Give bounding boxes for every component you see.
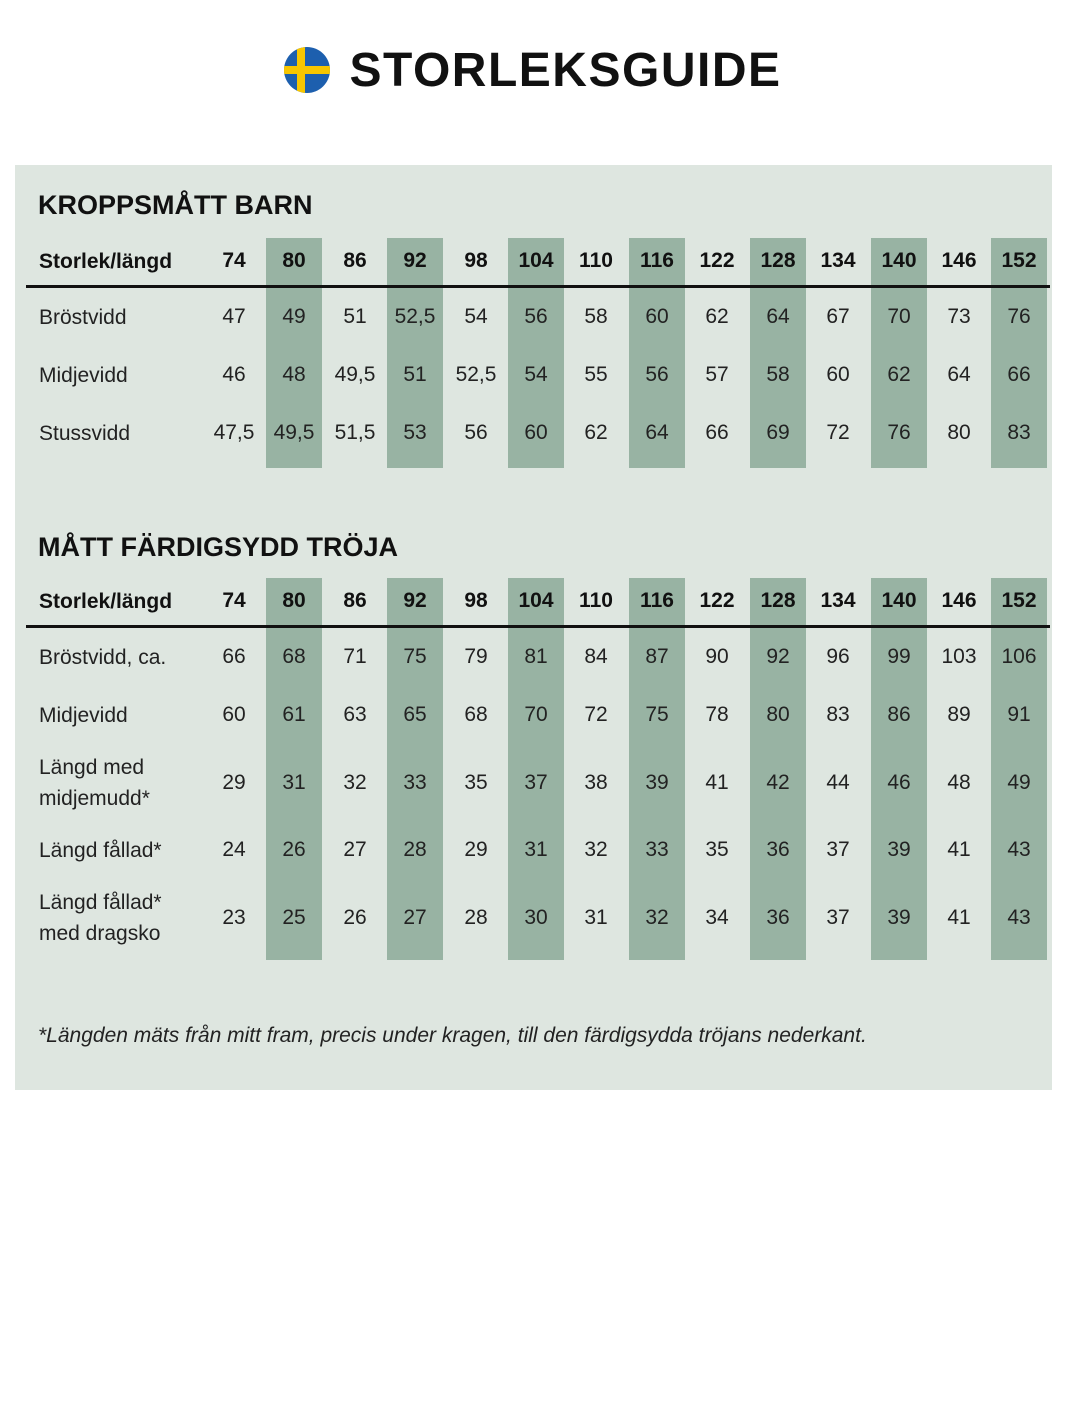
table-cell: 48 <box>282 363 306 386</box>
table-cell: 70 <box>524 703 548 726</box>
table-cell: 53 <box>403 421 427 444</box>
row-label: Längd fållad* <box>39 838 162 862</box>
size-header: 92 <box>403 249 427 272</box>
table-cell: 42 <box>766 771 790 794</box>
table-cell: 60 <box>524 421 548 444</box>
size-header: 80 <box>282 249 306 272</box>
table-cell: 24 <box>222 838 246 861</box>
table-cell: 38 <box>584 771 608 794</box>
size-header: 98 <box>464 589 488 612</box>
section1-title: KROPPSMÅTT BARN <box>38 190 313 220</box>
table-cell: 47 <box>222 305 246 328</box>
table-cell: 41 <box>947 838 971 861</box>
size-header: 104 <box>518 589 554 612</box>
table-cell: 52,5 <box>455 363 497 386</box>
table-cell: 48 <box>947 771 971 794</box>
table-cell: 32 <box>584 838 608 861</box>
footnote: *Längden mäts från mitt fram, precis under kragen, till den färdigsydda tröjans nederkant. <box>38 1024 867 1047</box>
table-cell: 66 <box>1007 363 1031 386</box>
table-row <box>26 878 1050 958</box>
table-cell: 90 <box>705 645 729 668</box>
table-cell: 86 <box>887 703 911 726</box>
table-header <box>26 238 1050 284</box>
table-cell: 64 <box>947 363 971 386</box>
table-cell: 37 <box>826 906 850 929</box>
row-label: Midjevidd <box>39 703 128 727</box>
table-cell: 28 <box>464 906 488 929</box>
table-cell: 32 <box>645 906 669 929</box>
table-cell: 39 <box>645 771 669 794</box>
body-measurements-table <box>26 238 1050 468</box>
table-cell: 46 <box>887 771 911 794</box>
table-cell: 49 <box>282 305 306 328</box>
table-cell: 23 <box>222 906 246 929</box>
table-cell: 83 <box>1007 421 1031 444</box>
table-cell: 67 <box>826 305 850 328</box>
header-label: Storlek/längd <box>39 249 173 273</box>
table-cell: 87 <box>645 645 669 668</box>
table-cell: 44 <box>826 771 850 794</box>
row-label: Bröstvidd, ca. <box>39 645 167 669</box>
size-header: 128 <box>760 249 796 272</box>
table-cell: 43 <box>1007 906 1031 929</box>
table-cell: 80 <box>766 703 790 726</box>
table-cell: 96 <box>826 645 850 668</box>
table-cell: 51 <box>343 305 367 328</box>
table-cell: 35 <box>705 838 729 861</box>
table-cell: 39 <box>887 906 911 929</box>
table-cell: 91 <box>1007 703 1031 726</box>
row-label: Längd med midjemudd* <box>39 756 150 810</box>
size-header: 86 <box>343 249 367 272</box>
table-cell: 89 <box>947 703 971 726</box>
size-header: 74 <box>222 249 246 272</box>
table-cell: 64 <box>766 305 790 328</box>
row-label: Längd fållad* med dragsko <box>39 891 162 945</box>
table-cell: 35 <box>464 771 488 794</box>
size-header: 146 <box>941 249 977 272</box>
table-cell: 99 <box>887 645 911 668</box>
size-header: 134 <box>820 589 856 612</box>
table-cell: 62 <box>887 363 911 386</box>
table-cell: 92 <box>766 645 790 668</box>
table-row <box>26 288 1050 346</box>
table-cell: 64 <box>645 421 669 444</box>
table-cell: 37 <box>524 771 548 794</box>
table-cell: 57 <box>705 363 729 386</box>
size-header: 104 <box>518 249 554 272</box>
table-cell: 103 <box>941 645 977 668</box>
size-header: 134 <box>820 249 856 272</box>
row-label: Bröstvidd <box>39 305 127 329</box>
swedish-flag-icon <box>284 47 330 93</box>
table-cell: 49,5 <box>334 363 376 386</box>
table-cell: 106 <box>1001 645 1037 668</box>
table-cell: 76 <box>887 421 911 444</box>
table-cell: 83 <box>826 703 850 726</box>
table-cell: 66 <box>705 421 729 444</box>
table-row <box>26 628 1050 686</box>
table-cell: 36 <box>766 838 790 861</box>
table-cell: 31 <box>524 838 548 861</box>
table-header <box>26 578 1050 624</box>
table-cell: 72 <box>584 703 608 726</box>
size-header: 146 <box>941 589 977 612</box>
table-cell: 28 <box>403 838 427 861</box>
table-cell: 71 <box>343 645 367 668</box>
size-header: 110 <box>579 249 613 272</box>
table-cell: 75 <box>645 703 669 726</box>
table-cell: 73 <box>947 305 971 328</box>
table-cell: 65 <box>403 703 427 726</box>
table-cell: 69 <box>766 421 790 444</box>
table-cell: 33 <box>645 838 669 861</box>
table-cell: 26 <box>343 906 367 929</box>
row-label: Stussvidd <box>39 421 131 445</box>
table-cell: 43 <box>1007 838 1031 861</box>
table-cell: 61 <box>282 703 306 726</box>
size-header: 122 <box>699 249 735 272</box>
table-cell: 41 <box>705 771 729 794</box>
size-header: 128 <box>760 589 796 612</box>
table-cell: 33 <box>403 771 427 794</box>
table-row <box>26 822 1050 878</box>
table-cell: 51 <box>403 363 427 386</box>
table-cell: 56 <box>464 421 488 444</box>
table-cell: 79 <box>464 645 488 668</box>
section2-title: MÅTT FÄRDIGSYDD TRÖJA <box>38 532 398 562</box>
table-cell: 62 <box>584 421 608 444</box>
table-cell: 39 <box>887 838 911 861</box>
table-cell: 60 <box>222 703 246 726</box>
table-cell: 49 <box>1007 771 1031 794</box>
size-header: 140 <box>881 249 917 272</box>
size-header: 98 <box>464 249 488 272</box>
table-cell: 34 <box>705 906 729 929</box>
size-header: 152 <box>1001 249 1037 272</box>
table-cell: 31 <box>282 771 306 794</box>
table-cell: 29 <box>464 838 488 861</box>
table-cell: 60 <box>645 305 669 328</box>
table-cell: 41 <box>947 906 971 929</box>
table-cell: 49,5 <box>273 421 315 444</box>
table-row <box>26 744 1050 822</box>
table-cell: 60 <box>826 363 850 386</box>
table-row <box>26 346 1050 404</box>
table-cell: 76 <box>1007 305 1031 328</box>
table-cell: 26 <box>282 838 306 861</box>
table-cell: 25 <box>282 906 306 929</box>
table-cell: 31 <box>584 906 608 929</box>
table-cell: 72 <box>826 421 850 444</box>
size-header: 110 <box>579 589 613 612</box>
table-cell: 56 <box>524 305 548 328</box>
table-cell: 46 <box>222 363 246 386</box>
table-cell: 52,5 <box>394 305 436 328</box>
size-header: 152 <box>1001 589 1037 612</box>
table-cell: 54 <box>524 363 548 386</box>
size-header: 116 <box>640 589 674 612</box>
table-cell: 68 <box>282 645 306 668</box>
size-header: 86 <box>343 589 367 612</box>
table-cell: 84 <box>584 645 608 668</box>
table-cell: 81 <box>524 645 548 668</box>
table-cell: 75 <box>403 645 427 668</box>
table-row <box>26 686 1050 744</box>
table-cell: 56 <box>645 363 669 386</box>
table-cell: 58 <box>766 363 790 386</box>
table-cell: 30 <box>524 906 548 929</box>
table-cell: 80 <box>947 421 971 444</box>
table-cell: 66 <box>222 645 246 668</box>
table-row <box>26 404 1050 462</box>
table-cell: 55 <box>584 363 608 386</box>
table-cell: 68 <box>464 703 488 726</box>
size-header: 116 <box>640 249 674 272</box>
table-cell: 36 <box>766 906 790 929</box>
table-cell: 32 <box>343 771 367 794</box>
table-cell: 27 <box>343 838 367 861</box>
table-cell: 51,5 <box>334 421 376 444</box>
size-header: 122 <box>699 589 735 612</box>
title-row <box>0 40 1065 100</box>
row-label: Midjevidd <box>39 363 128 387</box>
table-cell: 47,5 <box>213 421 255 444</box>
table-cell: 27 <box>403 906 427 929</box>
table-cell: 78 <box>705 703 729 726</box>
table-cell: 63 <box>343 703 367 726</box>
size-header: 140 <box>881 589 917 612</box>
header-label: Storlek/längd <box>39 589 173 613</box>
table-cell: 54 <box>464 305 488 328</box>
table-cell: 70 <box>887 305 911 328</box>
size-header: 92 <box>403 589 427 612</box>
table-cell: 62 <box>705 305 729 328</box>
table-cell: 58 <box>584 305 608 328</box>
page-title: STORLEKSGUIDE <box>349 43 782 97</box>
size-header: 80 <box>282 589 306 612</box>
table-cell: 29 <box>222 771 246 794</box>
size-header: 74 <box>222 589 246 612</box>
finished-sweater-table <box>26 578 1050 960</box>
table-cell: 37 <box>826 838 850 861</box>
